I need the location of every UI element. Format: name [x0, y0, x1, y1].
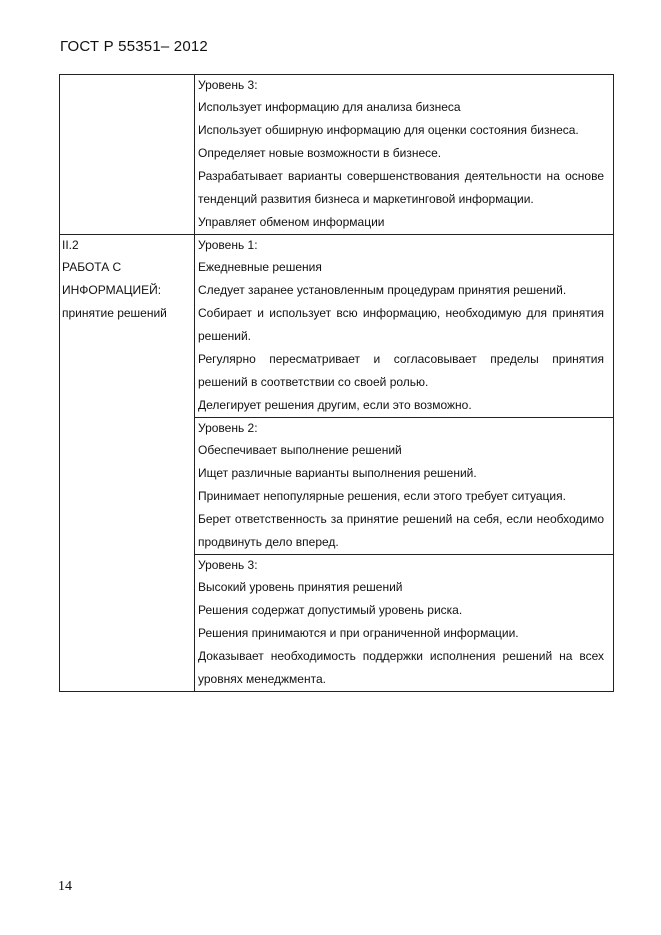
list-item: Решения содержат допустимый уровень риска. [198, 603, 463, 617]
list-item: Определяет новые возможности в бизнесе. [198, 146, 442, 160]
category-cell-empty [60, 75, 195, 235]
list-item: Берет ответственность за принятие решений на себя, если необходимо продвинуть дело вперед. [198, 512, 604, 549]
category-cell [60, 235, 195, 418]
list-item: Регулярно пересматривает и согласовывает пределы принятия решений в соответствии со своей ролью. [198, 352, 604, 389]
table-row [60, 235, 614, 418]
section-title-line2: ИНФОРМАЦИЕЙ: [62, 283, 162, 297]
page-number: 14 [58, 879, 72, 894]
level-heading: Уровень 3: [198, 558, 258, 572]
level-heading: Уровень 1: [198, 238, 258, 252]
table-row [60, 555, 614, 692]
table-row [60, 418, 614, 555]
list-item: Ищет различные варианты выполнения решений. [198, 466, 477, 480]
list-item: Собирает и использует всю информацию, необходимую для принятия решений. [198, 306, 604, 343]
category-cell-continued [60, 555, 195, 692]
list-item: Принимает непопулярные решения, если этого требует ситуация. [198, 489, 566, 503]
category-cell-continued [60, 418, 195, 555]
section-subtitle: принятие решений [62, 306, 167, 320]
list-item: Ежедневные решения [198, 260, 322, 274]
list-item: Разрабатывает варианты совершенствования деятельности на основе тенденций развития бизнеса и маркетинговой информации. [198, 169, 604, 206]
section-title-line1: РАБОТА С [62, 260, 122, 274]
level-cell [195, 75, 614, 235]
list-item: Делегирует решения другим, если это возможно. [198, 398, 472, 412]
level-heading: Уровень 2: [198, 421, 258, 435]
level-cell [195, 555, 614, 692]
list-item: Следует заранее установленным процедурам принятия решений. [198, 283, 567, 297]
level-heading: Уровень 3: [198, 78, 258, 92]
document-header: ГОСТ Р 55351– 2012 [60, 38, 208, 55]
table-row [60, 75, 614, 235]
level-cell [195, 235, 614, 418]
list-item: Решения принимаются и при ограниченной информации. [198, 626, 519, 640]
list-item: Использует информацию для анализа бизнеса [198, 100, 461, 114]
list-item: Высокий уровень принятия решений [198, 580, 403, 594]
competency-table [59, 74, 614, 692]
level-cell [195, 418, 614, 555]
list-item: Управляет обменом информации [198, 215, 385, 229]
list-item: Доказывает необходимость поддержки исполнения решений на всех уровнях менеджмента. [198, 649, 604, 686]
section-code: II.2 [62, 238, 79, 252]
list-item: Обеспечивает выполнение решений [198, 443, 402, 457]
list-item: Использует обширную информацию для оценки состояния бизнеса. [198, 123, 579, 137]
